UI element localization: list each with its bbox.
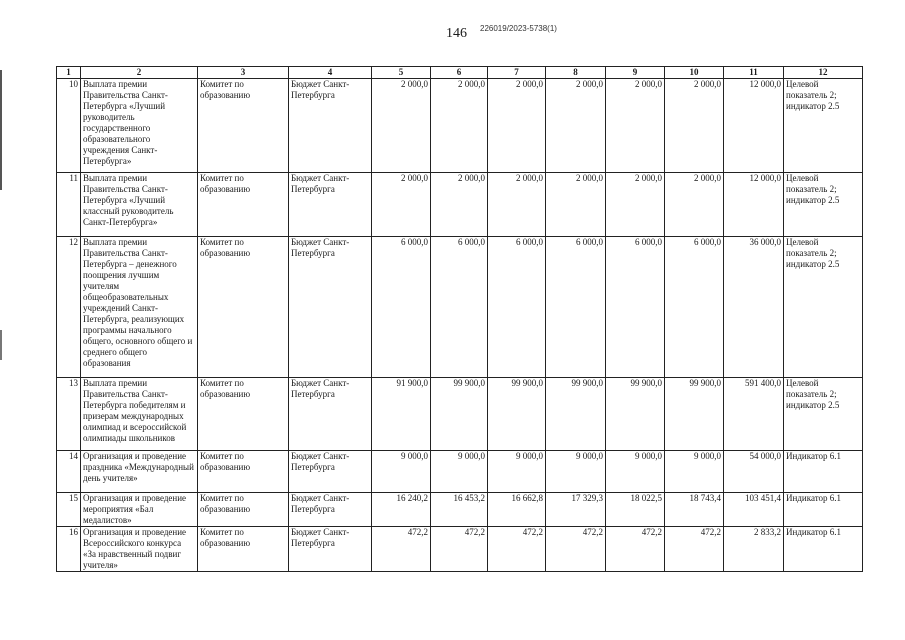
amount-cell: 2 000,0 bbox=[665, 172, 724, 236]
amount-cell: 18 743,4 bbox=[665, 492, 724, 526]
amount-cell: 472,2 bbox=[488, 526, 546, 571]
executor: Комитет по образованию bbox=[198, 78, 289, 172]
table-row bbox=[57, 450, 863, 492]
amount-cell: 472,2 bbox=[546, 526, 606, 571]
amount-cell: 6 000,0 bbox=[488, 236, 546, 377]
column-header: 9 bbox=[606, 67, 665, 79]
amount-cell: 6 000,0 bbox=[606, 236, 665, 377]
page-number: 146 bbox=[446, 26, 467, 41]
funding-source: Бюджет Санкт-Петербурга bbox=[289, 450, 372, 492]
indicator: Целевой показатель 2; индикатор 2.5 bbox=[784, 78, 863, 172]
scan-edge-mark bbox=[0, 70, 2, 190]
executor: Комитет по образованию bbox=[198, 526, 289, 571]
funding-source: Бюджет Санкт-Петербурга bbox=[289, 78, 372, 172]
funding-source: Бюджет Санкт-Петербурга bbox=[289, 172, 372, 236]
amount-cell: 99 900,0 bbox=[665, 377, 724, 450]
activity-name: Выплата премии Правительства Санкт-Петербурга «Лучший руководитель государственного образовательного учреждения Санкт-Петербурга» bbox=[81, 78, 198, 172]
total-cell: 103 451,4 bbox=[724, 492, 784, 526]
amount-cell: 99 900,0 bbox=[546, 377, 606, 450]
indicator: Индикатор 6.1 bbox=[784, 450, 863, 492]
amount-cell: 472,2 bbox=[665, 526, 724, 571]
row-number: 14 bbox=[57, 450, 81, 492]
row-number: 16 bbox=[57, 526, 81, 571]
amount-cell: 17 329,3 bbox=[546, 492, 606, 526]
amount-cell: 9 000,0 bbox=[546, 450, 606, 492]
table-row bbox=[57, 78, 863, 172]
column-header: 8 bbox=[546, 67, 606, 79]
amount-cell: 16 662,8 bbox=[488, 492, 546, 526]
indicator: Целевой показатель 2; индикатор 2.5 bbox=[784, 377, 863, 450]
column-header: 11 bbox=[724, 67, 784, 79]
column-header: 12 bbox=[784, 67, 863, 79]
funding-source: Бюджет Санкт-Петербурга bbox=[289, 492, 372, 526]
amount-cell: 6 000,0 bbox=[546, 236, 606, 377]
table-row bbox=[57, 377, 863, 450]
column-header: 4 bbox=[289, 67, 372, 79]
total-cell: 12 000,0 bbox=[724, 78, 784, 172]
activity-name: Организация и проведение Всероссийского конкурса «За нравственный подвиг учителя» bbox=[81, 526, 198, 571]
column-number-row bbox=[57, 67, 863, 79]
amount-cell: 6 000,0 bbox=[372, 236, 431, 377]
activity-name: Выплата премии Правительства Санкт-Петербурга «Лучший классный руководитель Санкт-Петербурга» bbox=[81, 172, 198, 236]
amount-cell: 9 000,0 bbox=[665, 450, 724, 492]
indicator: Индикатор 6.1 bbox=[784, 526, 863, 571]
amount-cell: 2 000,0 bbox=[665, 78, 724, 172]
column-header: 1 bbox=[57, 67, 81, 79]
column-header: 6 bbox=[431, 67, 488, 79]
amount-cell: 2 000,0 bbox=[546, 78, 606, 172]
indicator: Целевой показатель 2; индикатор 2.5 bbox=[784, 172, 863, 236]
amount-cell: 2 000,0 bbox=[488, 172, 546, 236]
amount-cell: 2 000,0 bbox=[546, 172, 606, 236]
amount-cell: 99 900,0 bbox=[488, 377, 546, 450]
scan-edge-mark bbox=[0, 330, 2, 360]
amount-cell: 6 000,0 bbox=[665, 236, 724, 377]
row-number: 13 bbox=[57, 377, 81, 450]
executor: Комитет по образованию bbox=[198, 377, 289, 450]
executor: Комитет по образованию bbox=[198, 236, 289, 377]
funding-source: Бюджет Санкт-Петербурга bbox=[289, 236, 372, 377]
row-number: 15 bbox=[57, 492, 81, 526]
amount-cell: 472,2 bbox=[372, 526, 431, 571]
executor: Комитет по образованию bbox=[198, 450, 289, 492]
amount-cell: 9 000,0 bbox=[606, 450, 665, 492]
amount-cell: 472,2 bbox=[606, 526, 665, 571]
executor: Комитет по образованию bbox=[198, 172, 289, 236]
table-row bbox=[57, 236, 863, 377]
amount-cell: 16 240,2 bbox=[372, 492, 431, 526]
table-row bbox=[57, 492, 863, 526]
column-header: 7 bbox=[488, 67, 546, 79]
document-registration-stamp: 226019/2023-5738(1) bbox=[480, 24, 557, 33]
row-number: 12 bbox=[57, 236, 81, 377]
amount-cell: 2 000,0 bbox=[431, 78, 488, 172]
amount-cell: 9 000,0 bbox=[488, 450, 546, 492]
amount-cell: 2 000,0 bbox=[606, 172, 665, 236]
executor: Комитет по образованию bbox=[198, 492, 289, 526]
amount-cell: 18 022,5 bbox=[606, 492, 665, 526]
total-cell: 36 000,0 bbox=[724, 236, 784, 377]
total-cell: 54 000,0 bbox=[724, 450, 784, 492]
amount-cell: 9 000,0 bbox=[431, 450, 488, 492]
row-number: 10 bbox=[57, 78, 81, 172]
amount-cell: 2 000,0 bbox=[488, 78, 546, 172]
amount-cell: 16 453,2 bbox=[431, 492, 488, 526]
amount-cell: 2 000,0 bbox=[372, 172, 431, 236]
column-header: 10 bbox=[665, 67, 724, 79]
amount-cell: 91 900,0 bbox=[372, 377, 431, 450]
total-cell: 2 833,2 bbox=[724, 526, 784, 571]
table-row bbox=[57, 172, 863, 236]
amount-cell: 99 900,0 bbox=[431, 377, 488, 450]
indicator: Целевой показатель 2; индикатор 2.5 bbox=[784, 236, 863, 377]
column-header: 5 bbox=[372, 67, 431, 79]
amount-cell: 2 000,0 bbox=[372, 78, 431, 172]
activity-name: Организация и проведение мероприятия «Бал медалистов» bbox=[81, 492, 198, 526]
activity-name: Выплата премии Правительства Санкт-Петербурга – денежного поощрения лучшим учителям общеобразовательных учреждений Санкт-Петербурга, реализующих программы начального общего, основного общего и среднего общего образования bbox=[81, 236, 198, 377]
amount-cell: 2 000,0 bbox=[431, 172, 488, 236]
total-cell: 591 400,0 bbox=[724, 377, 784, 450]
program-budget-table bbox=[56, 66, 863, 572]
column-header: 2 bbox=[81, 67, 198, 79]
table-row bbox=[57, 526, 863, 571]
row-number: 11 bbox=[57, 172, 81, 236]
amount-cell: 99 900,0 bbox=[606, 377, 665, 450]
amount-cell: 6 000,0 bbox=[431, 236, 488, 377]
amount-cell: 9 000,0 bbox=[372, 450, 431, 492]
column-header: 3 bbox=[198, 67, 289, 79]
activity-name: Выплата премии Правительства Санкт-Петербурга победителям и призерам международных олимпиад и всероссийской олимпиады школьников bbox=[81, 377, 198, 450]
funding-source: Бюджет Санкт-Петербурга bbox=[289, 526, 372, 571]
indicator: Индикатор 6.1 bbox=[784, 492, 863, 526]
funding-source: Бюджет Санкт-Петербурга bbox=[289, 377, 372, 450]
activity-name: Организация и проведение праздника «Международный день учителя» bbox=[81, 450, 198, 492]
amount-cell: 472,2 bbox=[431, 526, 488, 571]
total-cell: 12 000,0 bbox=[724, 172, 784, 236]
amount-cell: 2 000,0 bbox=[606, 78, 665, 172]
